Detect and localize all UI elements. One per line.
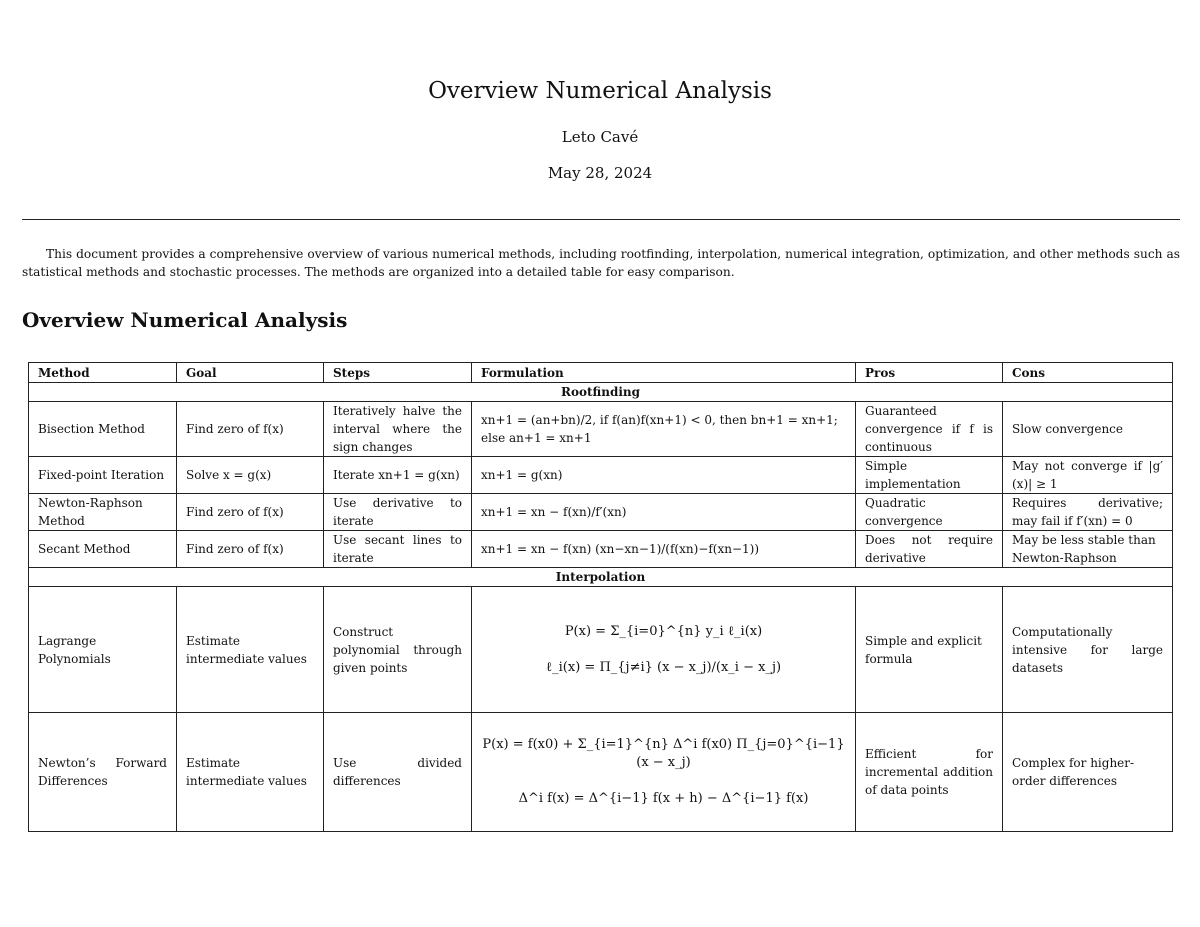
- steps-cell: Construct polynomial through given points: [324, 587, 472, 713]
- goal-cell: Solve x = g(x): [177, 457, 324, 494]
- cons-cell: Requires derivative; may fail if f′(xn) = 0: [1003, 494, 1173, 531]
- formula-line: xn+1 = xn − f(xn) (xn−xn−1)/(f(xn)−f(xn−1)): [481, 542, 760, 556]
- formula-line: ℓ_i(x) = Π_{j≠i} (x − x_j)/(x_i − x_j): [545, 659, 782, 675]
- group-label: Interpolation: [29, 568, 1173, 587]
- cons-cell: Slow convergence: [1003, 402, 1173, 457]
- formulation-cell: [472, 457, 856, 494]
- pros-cell: Simple implementation: [856, 457, 1003, 494]
- cons-cell: Complex for higher-order differences: [1003, 713, 1173, 832]
- header-pros: Pros: [856, 363, 1003, 383]
- table-row: [29, 587, 1173, 713]
- header-goal: Goal: [177, 363, 324, 383]
- table-row: [29, 713, 1173, 832]
- formulation-cell: [472, 494, 856, 531]
- cons-cell: Computationally intensive for large datasets: [1003, 587, 1173, 713]
- group-row-interpolation: [29, 568, 1173, 587]
- abstract-paragraph: This document provides a comprehensive overview of various numerical methods, including rootfinding, interpolation, numerical integration, optimization, and other methods such as statistical methods and stochastic processes. The methods are organized into a detailed table for easy comparison.: [22, 247, 1180, 279]
- formula-line: P(x) = f(x0) + Σ_{i=1}^{n} Δ^i f(x0) Π_{j=0}^{i−1} (x − x_j): [482, 737, 845, 770]
- formulation-cell: [472, 587, 856, 713]
- table-row: [29, 494, 1173, 531]
- method-cell: Lagrange Polynomials: [29, 587, 177, 713]
- steps-cell: Use divided differences: [324, 713, 472, 832]
- steps-cell: Iteratively halve the interval where the sign changes: [324, 402, 472, 457]
- group-label: Rootfinding: [29, 383, 1173, 402]
- formula-line: xn+1 = (an+bn)/2, if f(an)f(xn+1) < 0, then bn+1 = xn+1;: [481, 413, 838, 427]
- formulation-cell: [472, 713, 856, 832]
- formula-line: xn+1 = xn − f(xn)/f′(xn): [481, 505, 627, 519]
- steps-cell: Iterate xn+1 = g(xn): [324, 457, 472, 494]
- formulation-cell: [472, 402, 856, 457]
- table-header-row: [29, 363, 1173, 383]
- pros-cell: Simple and explicit formula: [856, 587, 1003, 713]
- formula-line: Δ^i f(x) = Δ^{i−1} f(x + h) − Δ^{i−1} f(x): [518, 791, 809, 806]
- goal-cell: Estimate intermediate values: [177, 713, 324, 832]
- pros-cell: Quadratic convergence: [856, 494, 1003, 531]
- pros-cell: Efficient for incremental addition of data points: [856, 713, 1003, 832]
- method-cell: Fixed-point Iteration: [29, 457, 177, 494]
- cons-cell: May not converge if |g′(x)| ≥ 1: [1003, 457, 1173, 494]
- goal-cell: Find zero of f(x): [177, 402, 324, 457]
- method-cell: Secant Method: [29, 531, 177, 568]
- formula-line: xn+1 = g(xn): [481, 468, 563, 482]
- pros-cell: Does not require derivative: [856, 531, 1003, 568]
- document-date: May 28, 2024: [547, 164, 653, 182]
- method-cell: Bisection Method: [29, 402, 177, 457]
- header-formulation: Formulation: [472, 363, 856, 383]
- title-divider: [22, 219, 1180, 220]
- steps-cell: Use derivative to iterate: [324, 494, 472, 531]
- header-cons: Cons: [1003, 363, 1173, 383]
- header-method: Method: [29, 363, 177, 383]
- document-title: Overview Numerical Analysis: [428, 78, 772, 104]
- table-row: [29, 402, 1173, 457]
- goal-cell: Estimate intermediate values: [177, 587, 324, 713]
- goal-cell: Find zero of f(x): [177, 494, 324, 531]
- goal-cell: Find zero of f(x): [177, 531, 324, 568]
- formula-line: P(x) = Σ_{i=0}^{n} y_i ℓ_i(x): [564, 623, 763, 639]
- header-steps: Steps: [324, 363, 472, 383]
- cons-cell: May be less stable than Newton-Raphson: [1003, 531, 1173, 568]
- method-cell: Newton’s Forward Differences: [29, 713, 177, 832]
- pros-cell: Guaranteed convergence if f is continuous: [856, 402, 1003, 457]
- formulation-cell: [472, 531, 856, 568]
- method-cell: Newton-Raphson Method: [29, 494, 177, 531]
- formula-line: else an+1 = xn+1: [481, 431, 592, 445]
- group-row-rootfinding: [29, 383, 1173, 402]
- table-row: [29, 531, 1173, 568]
- methods-table: [28, 362, 1173, 832]
- section-heading: Overview Numerical Analysis: [22, 308, 348, 332]
- document-author: Leto Cavé: [561, 128, 639, 146]
- table-row: [29, 457, 1173, 494]
- steps-cell: Use secant lines to iterate: [324, 531, 472, 568]
